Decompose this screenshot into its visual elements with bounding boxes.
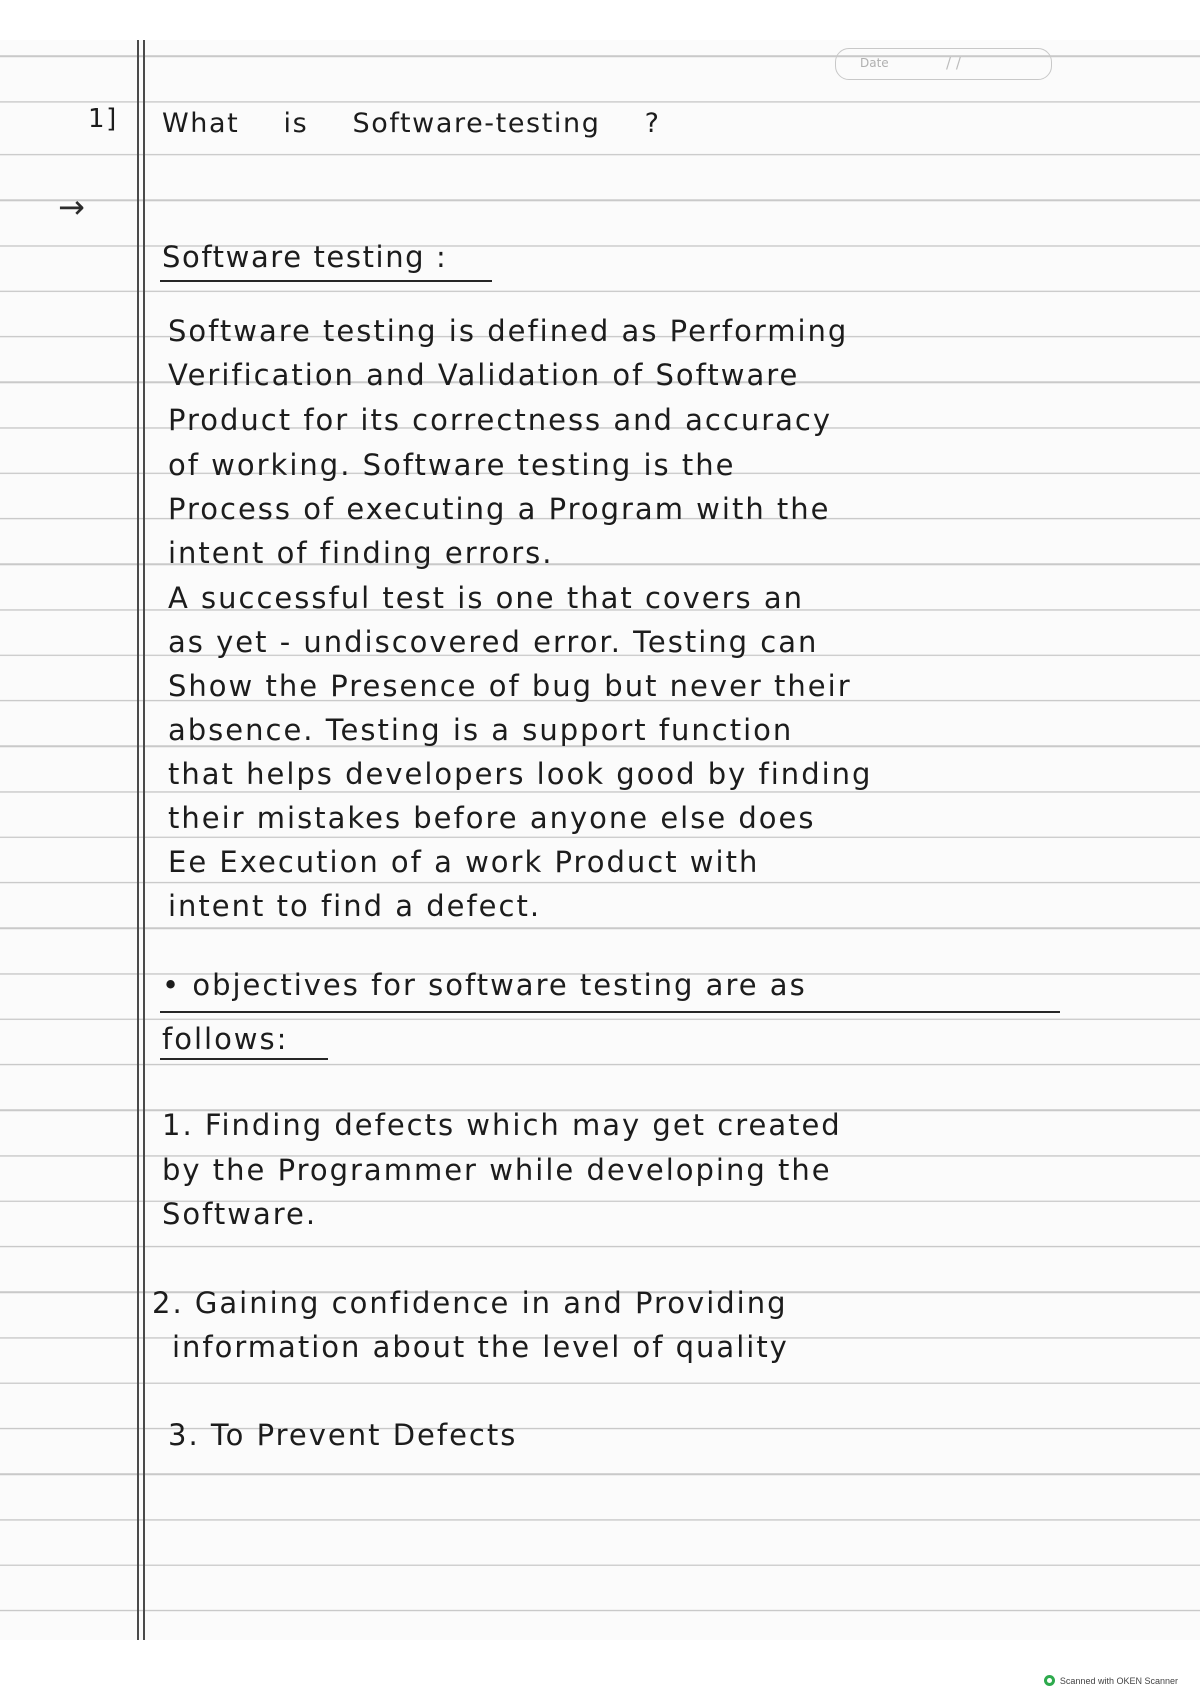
margin-line-inner: [143, 40, 145, 1640]
objective-item-line: information about the level of quality: [172, 1330, 789, 1364]
oken-scanner-icon: [1044, 1675, 1055, 1686]
definition-line: Software testing is defined as Performing: [168, 314, 849, 348]
definition-line: absence. Testing is a support function: [168, 713, 794, 747]
date-label: Date: [860, 56, 889, 70]
definition-line: of working. Software testing is the: [168, 448, 736, 482]
objective-item-line: 3. To Prevent Defects: [168, 1418, 518, 1452]
date-box: [835, 48, 1052, 80]
objectives-underline: [160, 1011, 1060, 1013]
date-slots: / /: [946, 54, 961, 72]
definition-line: that helps developers look good by finding: [168, 757, 873, 791]
definition-line: Verification and Validation of Software: [168, 358, 800, 392]
objectives-heading-cont: follows:: [162, 1022, 289, 1056]
arrow-icon: →: [58, 188, 87, 226]
scanner-watermark: [1044, 1675, 1178, 1686]
objective-item-line: Software.: [162, 1197, 318, 1231]
objectives-underline-2: [160, 1058, 328, 1060]
scanner-text: Scanned with OKEN Scanner: [1059, 1675, 1178, 1686]
objectives-heading: • objectives for software testing are as: [162, 968, 807, 1002]
section-heading: Software testing :: [162, 240, 448, 274]
definition-line: Process of executing a Program with the: [168, 492, 831, 526]
margin-line: [137, 40, 139, 1640]
heading-underline: [160, 280, 492, 282]
objective-item-line: 1. Finding defects which may get created: [162, 1108, 842, 1142]
definition-line: A successful test is one that covers an: [168, 581, 805, 615]
definition-line: Product for its correctness and accuracy: [168, 403, 832, 437]
definition-line: their mistakes before anyone else does: [168, 801, 816, 835]
definition-line: intent to find a defect.: [168, 889, 542, 923]
definition-line: Show the Presence of bug but never their: [168, 669, 852, 703]
definition-line: intent of finding errors.: [168, 536, 554, 570]
definition-line: Ee Execution of a work Product with: [168, 845, 760, 879]
objective-item-line: by the Programmer while developing the: [162, 1153, 832, 1187]
objective-item-line: 2. Gaining confidence in and Providing: [152, 1286, 788, 1320]
question-number: 1]: [88, 104, 118, 134]
definition-line: as yet - undiscovered error. Testing can: [168, 625, 819, 659]
question-title: What is Software-testing ?: [162, 108, 661, 139]
